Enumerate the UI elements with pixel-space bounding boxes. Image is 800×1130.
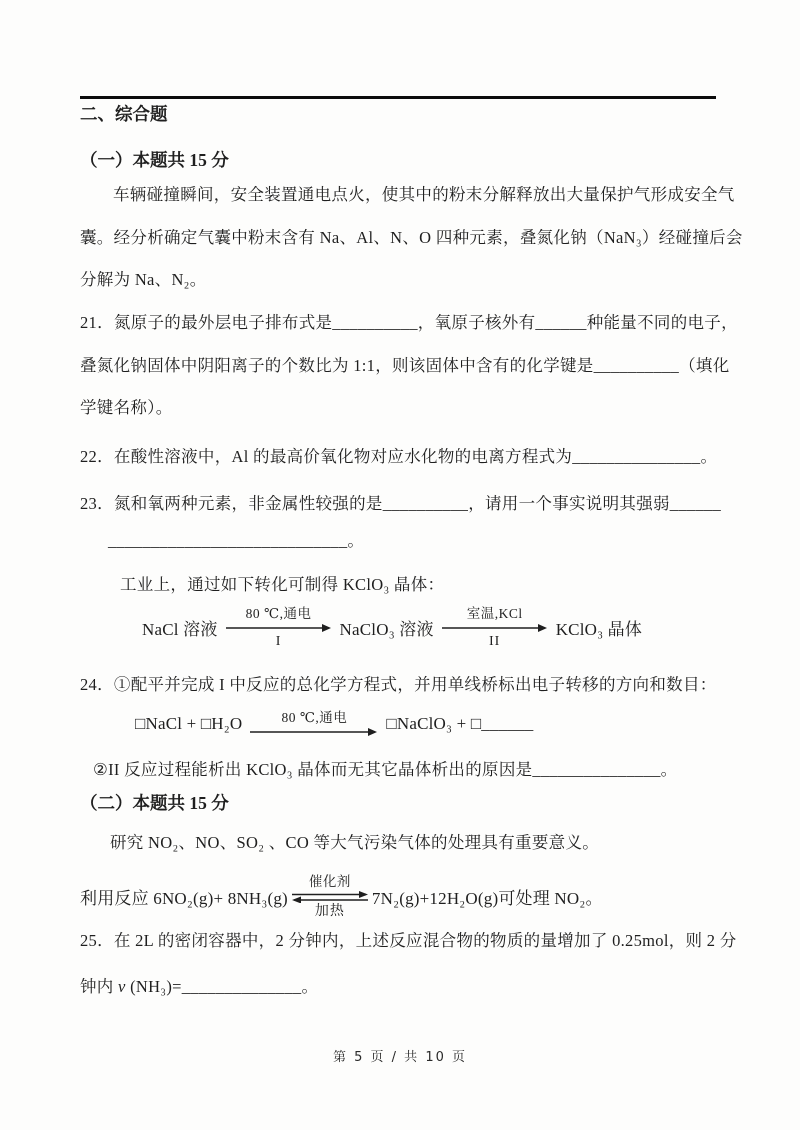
part1-header: （一）本题共 15 分 (80, 150, 229, 170)
question-21-text: 叠氮化钠固体中阴阳离子的个数比为 1:1，则该固体中含有的化学键是__________（填化 (80, 356, 730, 375)
question-24-part2: ②II 反应过程能析出 KClO₃ 晶体而无其它晶体析出的原因是_______________。 (93, 760, 678, 779)
reaction-products: 7N₂(g)+12H₂O(g)可处理 NO₂。 (371, 888, 603, 908)
section-header: 二、综合题 (80, 104, 168, 124)
question-21-text: 学键名称）。 (80, 398, 173, 417)
equation-arrow (249, 710, 379, 738)
diagram-step2-arrow (441, 606, 549, 649)
diagram-intermediate: NaClO₃ 溶液 (339, 619, 434, 639)
q25-line2-blank: (NH₃)=______________。 (125, 977, 319, 996)
diagram-product: KClO₃ 晶体 (555, 619, 643, 639)
equation-reactants: □NaCl + □H₂O (135, 713, 243, 733)
question-22-text: 22．在酸性溶液中，Al 的最高价氧化物对应水化物的电离方程式为_______________。 (80, 447, 718, 466)
intro-line: 分解为 Na、N₂。 (80, 270, 207, 289)
heating-label: 加热 (314, 903, 345, 919)
industry-intro-text: 工业上，通过如下转化可制得 KClO₃ 晶体： (120, 575, 445, 594)
diagram-step1-arrow (225, 606, 333, 649)
step2-condition-label: 室温,KCl (466, 606, 523, 621)
question-21-text: 21．氮原子的最外层电子排布式是__________，氧原子核外有______种能量不同的电子， (80, 313, 738, 332)
right-arrow-icon (249, 727, 379, 737)
part2-intro-text: 研究 NO₂、NO、SO₂ 、CO 等大气污染气体的处理具有重要意义。 (110, 833, 600, 852)
question-23-blank-line: ____________________________。 (108, 531, 365, 550)
catalyst-label: 催化剂 (308, 874, 351, 889)
step1-number-label: I (275, 633, 282, 649)
step2-number-label: II (489, 633, 501, 649)
rate-symbol: v (118, 977, 126, 996)
pollution-reaction (80, 874, 603, 919)
question-24-equation (135, 710, 534, 738)
equilibrium-arrow (290, 874, 370, 919)
question-23-text: 23．氮和氧两种元素，非金属性较强的是__________，请用一个事实说明其强弱______ (80, 494, 722, 513)
equation-products: □NaClO₃ + □______ (386, 713, 534, 733)
question-24-intro: 24．①配平并完成 I 中反应的总化学方程式，并用单线桥标出电子转移的方向和数目： (80, 675, 717, 694)
intro-line: 囊。经分析确定气囊中粉末含有 Na、Al、N、O 四种元素，叠氮化钠（NaN₃）经碰撞后会 (80, 228, 743, 247)
step1-condition-label: 80 ℃,通电 (245, 606, 312, 621)
top-rule-divider (80, 96, 716, 99)
question-25-text: 25．在 2L 的密闭容器中，2 分钟内，上述反应混合物的物质的量增加了 0.25mol，则 2 分 (80, 931, 737, 950)
reaction-reactants: 利用反应 6NO₂(g)+ 8NH₃(g) (80, 888, 288, 908)
equilibrium-arrows-icon (290, 891, 370, 903)
equation-condition-label: 80 ℃,通电 (281, 710, 348, 725)
diagram-reactant: NaCl 溶液 (142, 619, 218, 639)
right-arrow-icon (441, 623, 549, 633)
question-25-text (80, 976, 740, 998)
intro-line: 车辆碰撞瞬间，安全装置通电点火，使其中的粉末分解释放出大量保护气形成安全气 (113, 185, 735, 204)
right-arrow-icon (225, 623, 333, 633)
part2-header: （二）本题共 15 分 (80, 793, 229, 813)
page-number-footer: 第 5 页 / 共 10 页 (333, 1050, 467, 1065)
q25-line2-prefix: 钟内 (80, 977, 119, 996)
conversion-diagram (142, 606, 642, 649)
